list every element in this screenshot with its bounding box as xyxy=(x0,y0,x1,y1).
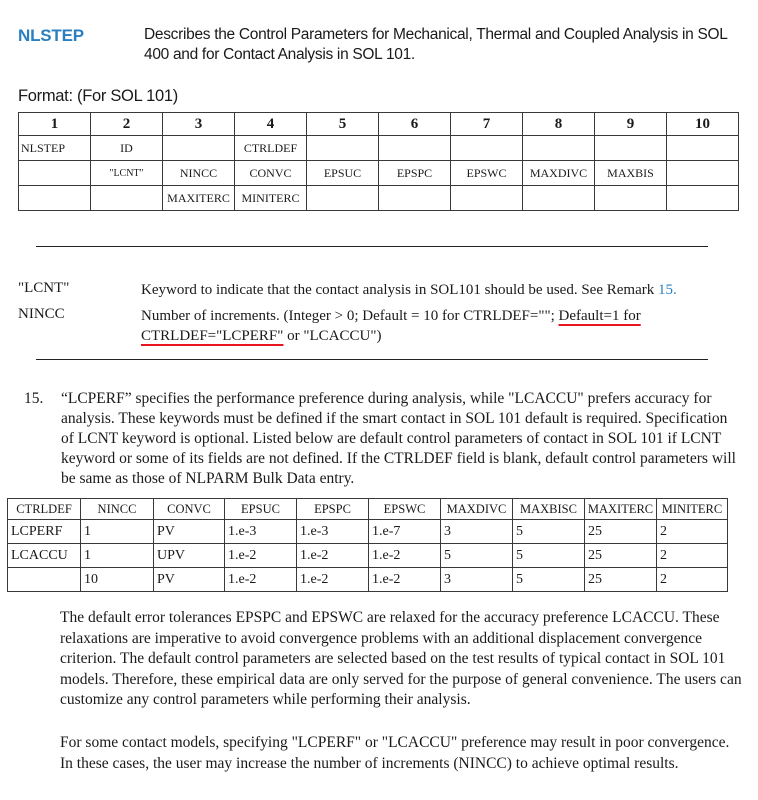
params-cell: 5 xyxy=(513,544,585,568)
format-header-cell: 7 xyxy=(451,113,523,136)
params-cell: 25 xyxy=(585,544,657,568)
format-cell: CONVC xyxy=(235,161,307,186)
format-row xyxy=(19,136,739,161)
def-text-nincc xyxy=(141,306,741,346)
params-cell: LCACCU xyxy=(8,544,81,568)
divider-top xyxy=(36,246,708,247)
format-cell: NINCC xyxy=(163,161,235,186)
format-header-cell: 10 xyxy=(667,113,739,136)
params-cell: 3 xyxy=(441,568,513,592)
def-text-lcnt-body: Keyword to indicate that the contact analysis in SOL101 should be used. See Remark xyxy=(141,282,658,298)
remark-15 xyxy=(24,389,740,489)
format-cell xyxy=(595,186,667,211)
params-cell: 1.e-3 xyxy=(225,520,297,544)
params-cell: 1 xyxy=(81,520,154,544)
format-cell xyxy=(451,186,523,211)
params-header-cell: EPSWC xyxy=(369,499,441,520)
format-cell: "LCNT" xyxy=(91,161,163,186)
format-cell xyxy=(19,161,91,186)
format-cell: NLSTEP xyxy=(19,136,91,161)
params-cell: 2 xyxy=(657,568,728,592)
params-cell: LCPERF xyxy=(8,520,81,544)
params-header-cell: EPSUC xyxy=(225,499,297,520)
params-cell: 3 xyxy=(441,520,513,544)
divider-bottom xyxy=(36,359,708,360)
format-cell xyxy=(451,136,523,161)
format-cell: MAXITERC xyxy=(163,186,235,211)
params-cell: 1.e-2 xyxy=(297,544,369,568)
format-cell xyxy=(667,136,739,161)
entry-description: Describes the Control Parameters for Mechanical, Thermal and Coupled Analysis in SOL 400 and for Contact Analysis in SOL 101. xyxy=(144,26,728,63)
params-cell: PV xyxy=(154,520,225,544)
def-text-nincc-a: Number of increments. (Integer > 0; Default = 10 for CTRLDEF=""; xyxy=(141,308,559,324)
params-header-cell: MAXBISC xyxy=(513,499,585,520)
format-cell xyxy=(523,186,595,211)
format-cell xyxy=(307,186,379,211)
format-cell: ID xyxy=(91,136,163,161)
format-header-cell: 8 xyxy=(523,113,595,136)
params-header-cell: MAXITERC xyxy=(585,499,657,520)
paragraph-convergence: For some contact models, specifying "LCPERF" or "LCACCU" preference may result in poor convergence. In these cases, the user may increase the number of increments (NINCC) to achieve optimal results. xyxy=(60,734,730,772)
def-term-nincc: NINCC xyxy=(18,306,65,322)
highlight-default-1: Default=1 for xyxy=(558,308,641,324)
format-header-row xyxy=(19,113,739,136)
params-header-cell: MINITERC xyxy=(657,499,728,520)
params-row xyxy=(8,520,728,544)
params-header-cell: NINCC xyxy=(81,499,154,520)
params-header-row xyxy=(8,499,728,520)
params-cell: 2 xyxy=(657,520,728,544)
remark-text: “LCPERF” specifies the performance preference during analysis, while "LCACCU" prefers accuracy for analysis. These keywords must be defined if the smart contact in SOL 101 default is required. Specification of LCNT keyword is optional. Listed below are default control parameters of contact in SOL 101 if LCNT keyword or some of its fields are not defined. If the CTRLDEF field is blank, default control parameters will be same as those of NLPARM Bulk Data entry. xyxy=(61,390,736,487)
format-label: Format: (For SOL 101) xyxy=(18,87,178,105)
params-cell: UPV xyxy=(154,544,225,568)
format-header-cell: 3 xyxy=(163,113,235,136)
params-cell: 1.e-2 xyxy=(297,568,369,592)
format-header-cell: 4 xyxy=(235,113,307,136)
format-row xyxy=(19,186,739,211)
params-cell: 1.e-2 xyxy=(369,544,441,568)
format-cell xyxy=(595,136,667,161)
format-cell: EPSWC xyxy=(451,161,523,186)
format-header-cell: 5 xyxy=(307,113,379,136)
def-term-lcnt: "LCNT" xyxy=(18,280,70,296)
params-cell: 1.e-2 xyxy=(225,568,297,592)
format-cell: MINITERC xyxy=(235,186,307,211)
paragraph-tolerances: The default error tolerances EPSPC and EPSWC are relaxed for the accuracy preference LCACCU. These relaxations are imperative to avoid convergence problems with an additional displacement convergence criterion. The default control parameters are selected based on the test results of typical contact in SOL 101 models. Therefore, these empirical data are only served for the purpose of general convenience. The users can customize any control parameters while performing their analysis. xyxy=(60,609,742,708)
format-cell: EPSPC xyxy=(379,161,451,186)
params-header-cell: MAXDIVC xyxy=(441,499,513,520)
remark-number: 15. xyxy=(24,390,44,407)
params-cell: 5 xyxy=(513,568,585,592)
format-cell xyxy=(667,161,739,186)
params-cell: 1 xyxy=(81,544,154,568)
format-cell xyxy=(523,136,595,161)
entry-name: NLSTEP xyxy=(18,26,84,45)
def-text-lcnt xyxy=(141,280,741,300)
params-cell: 1.e-3 xyxy=(297,520,369,544)
params-cell: 1.e-2 xyxy=(225,544,297,568)
format-header-cell: 2 xyxy=(91,113,163,136)
format-header-cell: 6 xyxy=(379,113,451,136)
params-cell: PV xyxy=(154,568,225,592)
format-header-cell: 9 xyxy=(595,113,667,136)
params-table xyxy=(7,498,728,592)
format-cell xyxy=(379,136,451,161)
params-cell: 1.e-7 xyxy=(369,520,441,544)
params-cell: 10 xyxy=(81,568,154,592)
params-cell: 1.e-2 xyxy=(369,568,441,592)
format-cell xyxy=(19,186,91,211)
format-cell: MAXDIVC xyxy=(523,161,595,186)
params-cell: 2 xyxy=(657,544,728,568)
params-cell: 25 xyxy=(585,568,657,592)
format-cell xyxy=(307,136,379,161)
highlight-lcperf: CTRLDEF="LCPERF" xyxy=(141,328,284,344)
format-cell xyxy=(163,136,235,161)
format-table xyxy=(18,112,739,211)
format-cell: EPSUC xyxy=(307,161,379,186)
format-header-cell: 1 xyxy=(19,113,91,136)
params-cell: 5 xyxy=(513,520,585,544)
format-cell xyxy=(91,186,163,211)
def-text-nincc-b: or "LCACCU") xyxy=(283,328,382,344)
remark-link[interactable]: 15. xyxy=(657,282,677,298)
params-row xyxy=(8,568,728,592)
format-cell: MAXBIS xyxy=(595,161,667,186)
params-header-cell: CONVC xyxy=(154,499,225,520)
format-cell xyxy=(667,186,739,211)
params-cell: 5 xyxy=(441,544,513,568)
format-row xyxy=(19,161,739,186)
format-cell xyxy=(379,186,451,211)
params-header-cell: EPSPC xyxy=(297,499,369,520)
params-row xyxy=(8,544,728,568)
format-cell: CTRLDEF xyxy=(235,136,307,161)
params-cell xyxy=(8,568,81,592)
params-cell: 25 xyxy=(585,520,657,544)
params-header-cell: CTRLDEF xyxy=(8,499,81,520)
